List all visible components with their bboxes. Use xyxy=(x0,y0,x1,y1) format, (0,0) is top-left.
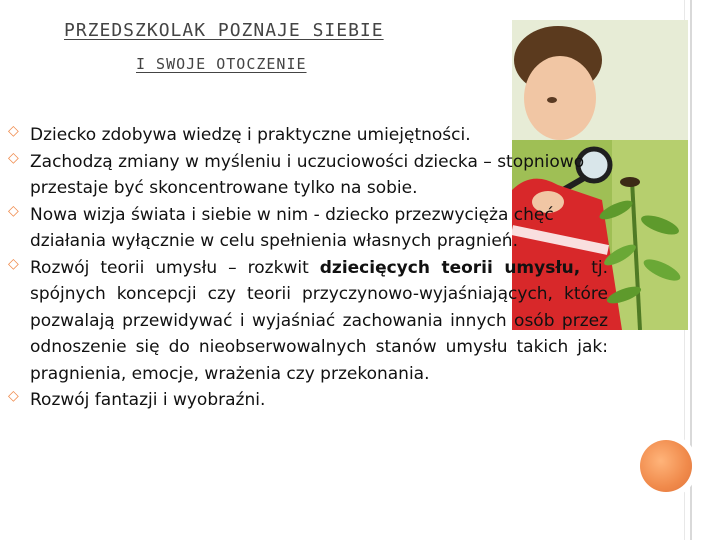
bullet-text: Rozwój fantazji i wyobraźni. xyxy=(30,390,266,410)
hollow-diamond-icon: ◇ xyxy=(8,388,19,404)
bullet-text-post: tj. spójnych koncepcji czy teorii przyczynowo-wyjaśniających, które pozwalają przewidywać i wyjaśniać zachowania innych osób przez odnoszenie się do nieobserwowalnych stanów umysłu takich jak: pragnienia, emocje, wrażenia czy przekonania. xyxy=(30,257,608,384)
slide-title xyxy=(64,20,484,73)
bullet-item xyxy=(8,149,608,202)
hollow-diamond-icon: ◇ xyxy=(8,255,19,272)
hollow-diamond-icon: ◇ xyxy=(8,149,19,166)
hollow-diamond-icon: ◇ xyxy=(8,123,19,139)
bullet-text: Zachodzą zmiany w myśleniu i uczuciowości dziecka – stopniowo przestaje być skoncentrowane tylko na sobie. xyxy=(30,151,585,198)
bullet-item xyxy=(8,202,608,255)
bullet-text-bold: dziecięcych teorii umysłu, xyxy=(319,257,581,278)
title-line-2: I SWOJE OTOCZENIE xyxy=(136,55,307,73)
bullet-text: Dziecko zdobywa wiedzę i praktyczne umiejętności. xyxy=(30,125,471,145)
bullet-item xyxy=(8,255,608,388)
bullet-item xyxy=(8,122,608,149)
bullet-text-pre: Rozwój teorii umysłu – rozkwit xyxy=(30,257,320,278)
bullet-list xyxy=(8,122,608,414)
title-line-1: PRZEDSZKOLAK POZNAJE SIEBIE xyxy=(64,20,384,41)
bullet-item xyxy=(8,387,608,414)
hollow-diamond-icon: ◇ xyxy=(8,202,19,219)
decorative-circle xyxy=(640,440,692,492)
bullet-text: Nowa wizja świata i siebie w nim - dziecko przezwycięża chęć działania wyłącznie w celu spełnienia własnych pragnień. xyxy=(30,204,554,251)
